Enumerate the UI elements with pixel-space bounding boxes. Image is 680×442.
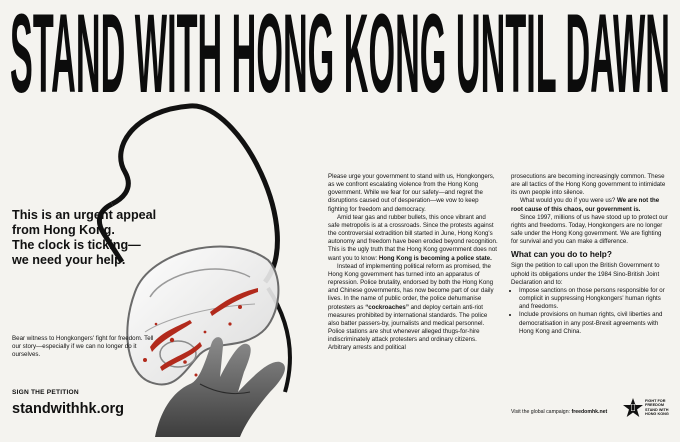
global-campaign: [511, 409, 607, 415]
paragraph-emphasis: Hong Kong is becoming a police state.: [378, 254, 492, 262]
paragraph: Sign the petition to call upon the British Government to uphold its obligations under the 1984 Sino-British Joint Declaration and to:: [511, 262, 660, 286]
website-link[interactable]: standwithhk.org: [12, 401, 124, 417]
sign-petition-label: SIGN THE PETITION: [12, 389, 79, 396]
paragraph-text: Instead of implementing political reform as promised, the Hong Kong government has turned into an apparatus of repression. Police brutality, endorsed by both the Hong Kong and Chinese governments, has now become part of our daily lives. In the name of public order, the police dehumanise protesters as: [328, 262, 494, 311]
paragraph-text: What would you do if you were us?: [520, 197, 616, 205]
paragraph-text: and deploy certain anti-riot measures prohibited by international standards. The police also batter passers-by, journalists and medical personnel. Police stations are shut whenever alleged thugs-for-hire indiscriminately attack protesters and ordinary citizens. Arbitrary arrests and political: [328, 303, 488, 352]
paragraph-emphasis: “cockroaches”: [365, 303, 409, 311]
paragraph: [328, 263, 498, 353]
list-item: • Include provisions on human rights, civil liberties and democratisation in any post-Brexit agreements with Hong Kong and China.: [519, 311, 669, 335]
logo-text: [645, 399, 677, 417]
appeal-line: we need your help.: [12, 253, 126, 267]
paragraph: [328, 214, 498, 263]
headline-text: STAND WITH HONG KONG UNTIL DAWN: [10, 6, 670, 100]
logo-line: FREEDOM: [645, 403, 664, 408]
fist-star-icon: [622, 397, 644, 419]
body-column-1: [328, 173, 498, 352]
appeal-line: from Hong Kong.: [12, 223, 115, 237]
appeal-line: The clock is ticking—: [12, 238, 141, 252]
logo-line: HONG KONG: [645, 412, 669, 417]
headline: [10, 6, 670, 100]
witness-text: Bear witness to Hongkongers' fight for freedom. Tell our story—especially if we can no longer do it ourselves.: [12, 335, 154, 358]
paragraph: Please urge your government to stand with us, Hongkongers, as we confront escalating violence from the Hong Kong government. While we fear for our safety—and regret the disruptions caused out of desperation—we vow to keep fighting for freedom and democracy.: [328, 173, 495, 213]
list-item: • Impose sanctions on those persons responsible for or complicit in suppressing Hongkongers' human rights and freedoms.: [519, 287, 669, 311]
paragraph-emphasis: We are not the root cause of this chaos, our government is.: [511, 197, 660, 213]
global-campaign-label: Visit the global campaign:: [511, 409, 571, 415]
body-column-2: [511, 173, 669, 336]
logo-line: FIGHT FOR: [645, 399, 666, 403]
paragraph: Since 1997, millions of us have stood up to protect our rights and freedoms. Today, Hongkongers are no longer safe under the Hong Kong government. We are fighting for survival and you can make a difference.: [511, 213, 668, 246]
appeal-line: This is an urgent appeal: [12, 208, 157, 222]
help-heading: What can you do to help?: [511, 249, 612, 260]
demands-list: [511, 287, 669, 336]
urgent-appeal: [12, 208, 182, 268]
logo-line: STAND WITH: [645, 407, 669, 412]
paragraph: prosecutions are becoming increasingly common. These are all tactics of the Hong Kong government to intimidate its own people into silence.: [511, 173, 666, 197]
paragraph-text: Amid tear gas and rubber bullets, this once vibrant and safe metropolis is at a crossroads. Since the protests against the controversial extradition bill started in June, Hong Kong's autonomy and freedom have been eroded beyond recognition. This is the ugly truth that the Hong Kong government does not want you to know:: [328, 213, 498, 262]
global-campaign-link[interactable]: freedomhk.net: [571, 409, 608, 415]
paragraph: [511, 197, 669, 213]
